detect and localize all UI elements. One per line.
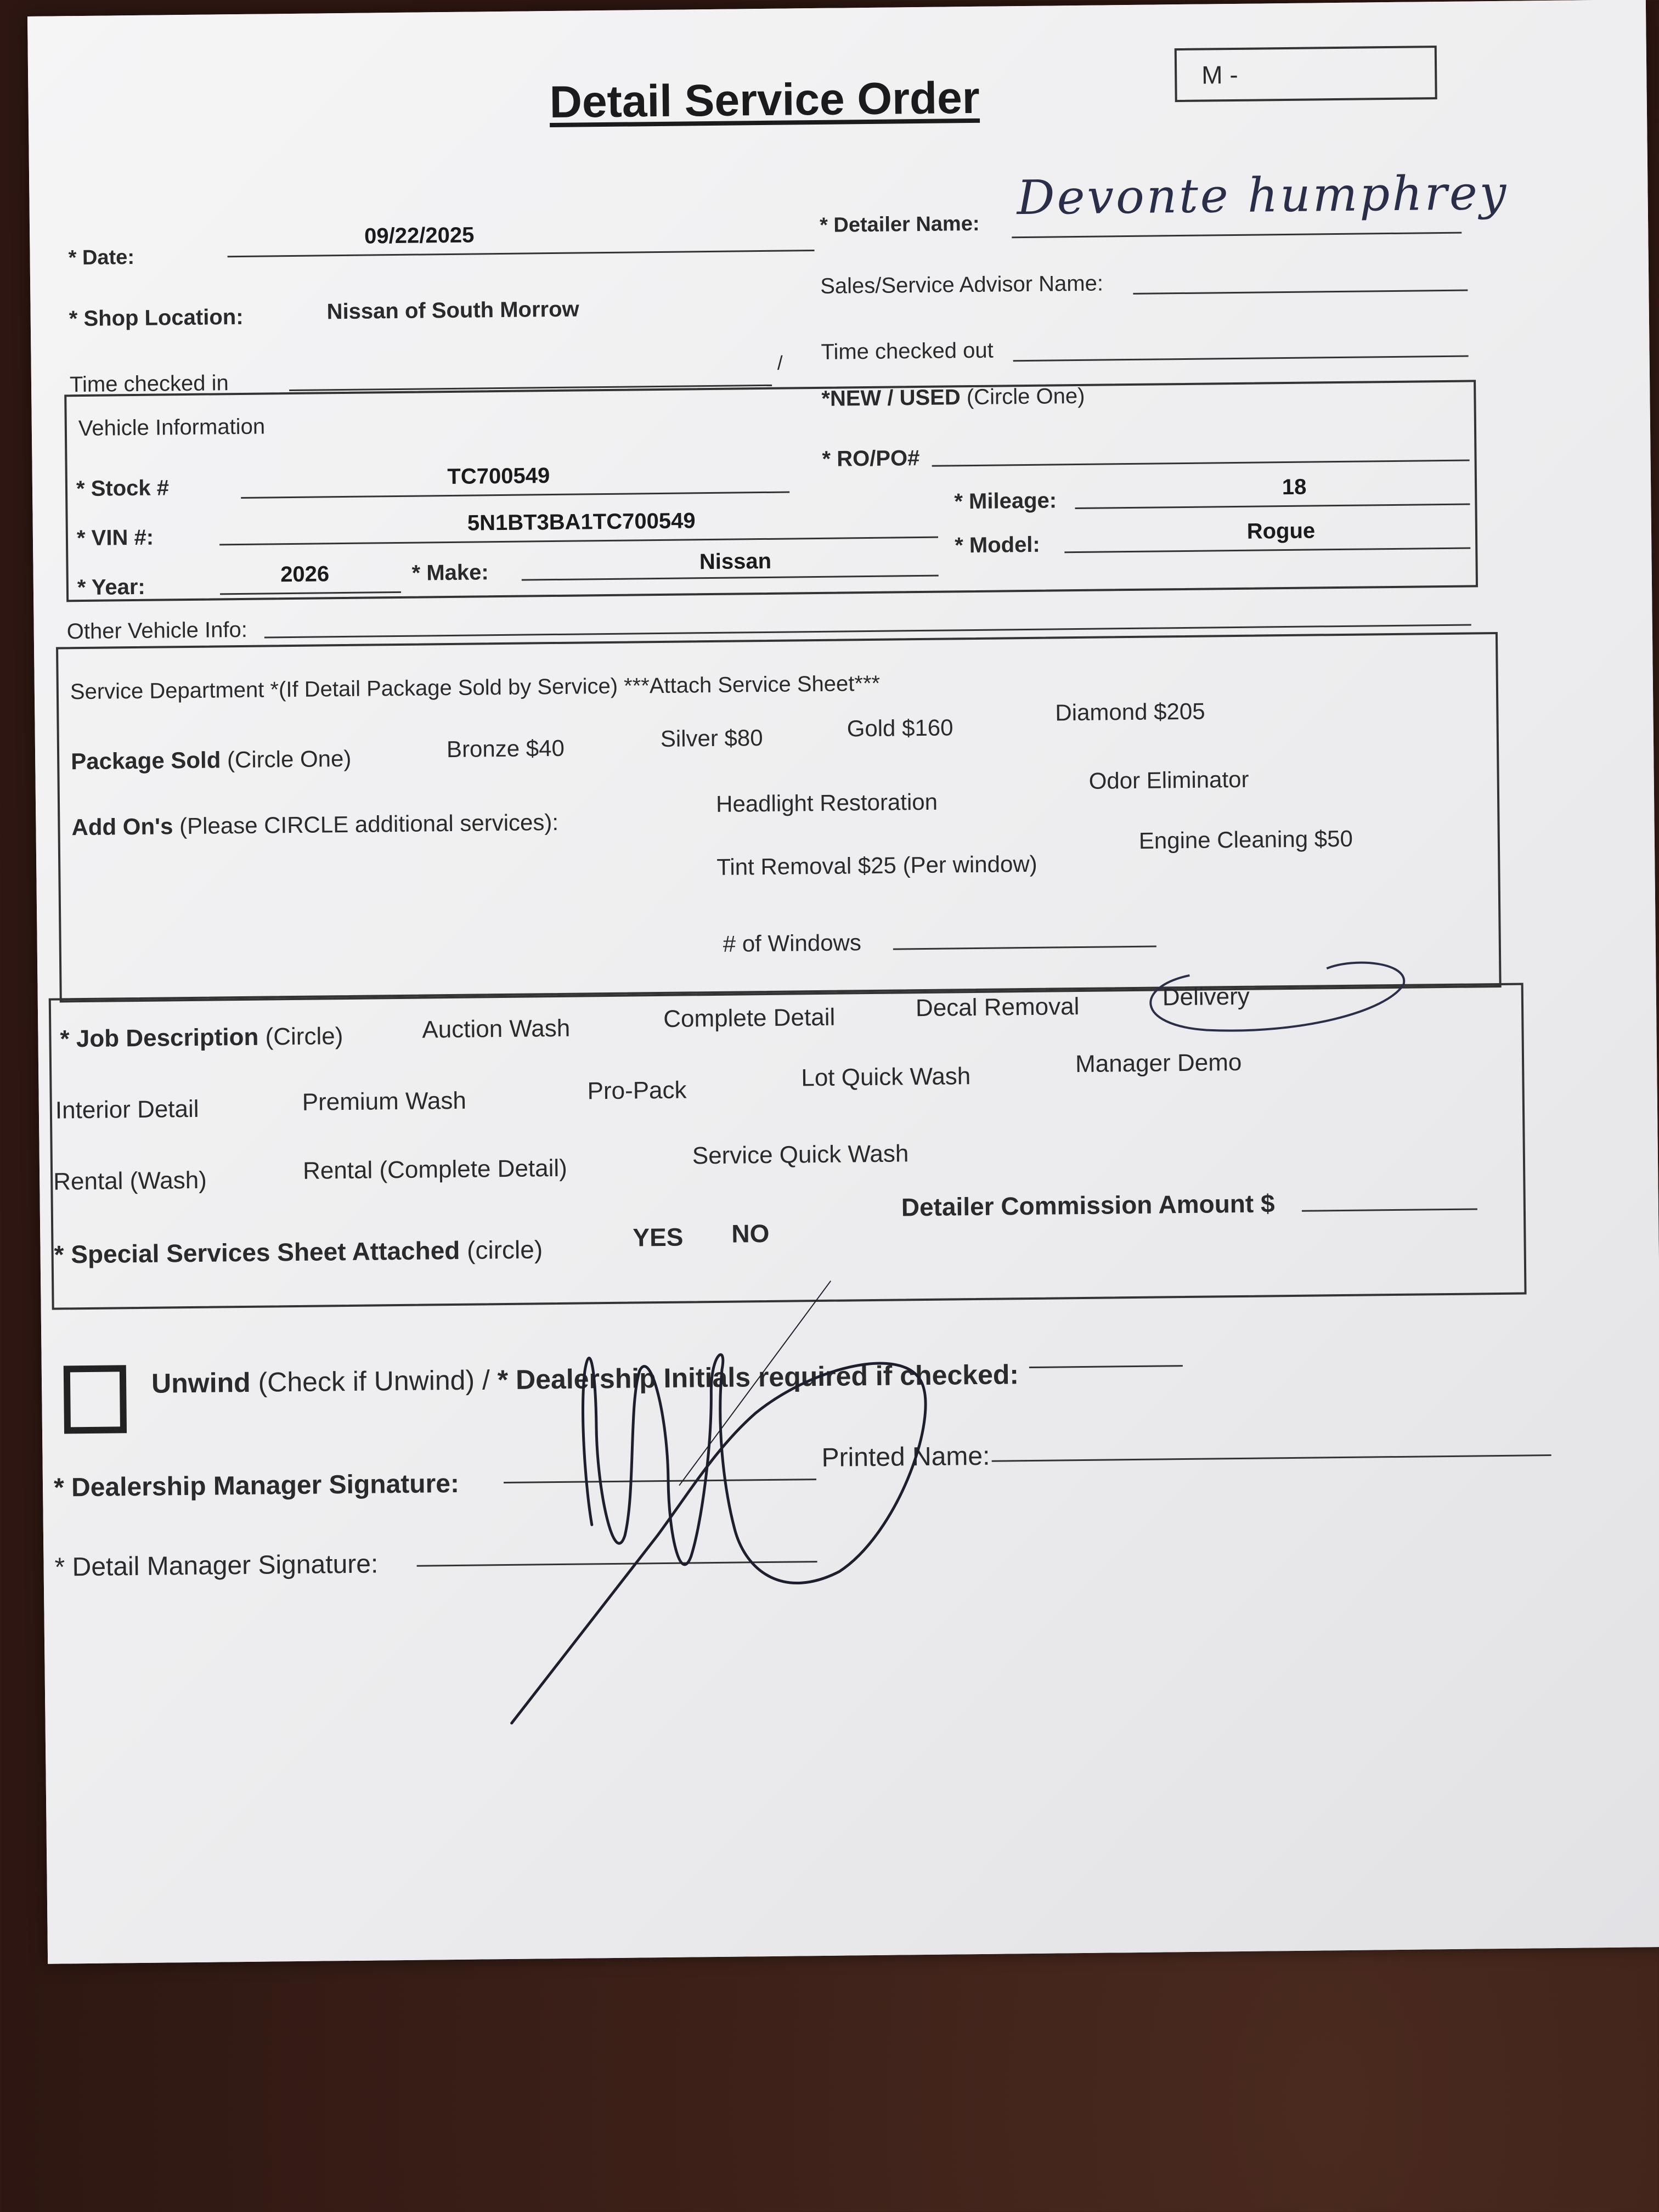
package-bronze[interactable]: Bronze $40 — [446, 735, 565, 763]
package-silver[interactable]: Silver $80 — [660, 725, 763, 752]
date-label: * Date: — [68, 245, 135, 270]
shop-value[interactable]: Nissan of South Morrow — [326, 297, 579, 324]
job-decal-removal[interactable]: Decal Removal — [915, 993, 1080, 1022]
other-info-label: Other Vehicle Info: — [66, 617, 248, 644]
initials-label: * Dealership Initials required if checked: — [497, 1359, 1019, 1396]
date-value[interactable]: 09/22/2025 — [364, 223, 475, 249]
form-title: Detail Service Order — [549, 72, 980, 128]
unwind-hint: (Check if Unwind) / — [258, 1364, 498, 1398]
new-used-hint: (Circle One) — [966, 383, 1085, 410]
mgr-signature-label: * Dealership Manager Signature: — [53, 1469, 460, 1503]
job-service-quick-wash[interactable]: Service Quick Wash — [692, 1140, 909, 1170]
commission-label: Detailer Commission Amount $ — [901, 1189, 1275, 1222]
advisor-label: Sales/Service Advisor Name: — [820, 271, 1104, 298]
signature-stroke — [677, 1281, 833, 1486]
special-no[interactable]: NO — [731, 1218, 770, 1248]
time-in-label: Time checked in — [69, 371, 229, 397]
addon-engine-cleaning[interactable]: Engine Cleaning $50 — [1138, 825, 1353, 854]
ro-label: * RO/PO# — [822, 446, 920, 471]
model-label: * Model: — [954, 532, 1040, 558]
year-label: * Year: — [77, 574, 145, 600]
vehicle-info-label: Vehicle Information — [78, 414, 266, 441]
pen-marks — [27, 0, 1659, 1964]
mileage-value[interactable]: 18 — [1282, 475, 1307, 500]
job-rental-wash[interactable]: Rental (Wash) — [53, 1166, 207, 1195]
mileage-label: * Mileage: — [954, 488, 1057, 514]
detail-signature-label: * Detail Manager Signature: — [54, 1549, 379, 1582]
job-pro-pack[interactable]: Pro-Pack — [587, 1076, 687, 1105]
detailer-label: * Detailer Name: — [819, 212, 980, 237]
service-header: Service Department *(If Detail Package Sold by Service) ***Attach Service Sheet*** — [70, 671, 881, 704]
vin-value[interactable]: 5N1BT3BA1TC700549 — [467, 509, 696, 535]
delivery-circle-mark — [1150, 962, 1405, 1031]
windows-label: # of Windows — [723, 929, 862, 957]
time-out-label: Time checked out — [821, 338, 994, 364]
service-order-form — [27, 0, 1659, 1964]
special-label: * Special Services Sheet Attached — [54, 1235, 460, 1269]
package-diamond[interactable]: Diamond $205 — [1055, 698, 1205, 726]
job-lot-quick-wash[interactable]: Lot Quick Wash — [801, 1063, 971, 1092]
job-complete-detail[interactable]: Complete Detail — [663, 1003, 836, 1032]
signature-scribble — [508, 1352, 929, 1723]
addon-tint-removal[interactable]: Tint Removal $25 (Per window) — [716, 850, 1037, 880]
stock-label: * Stock # — [76, 476, 170, 501]
job-label: * Job Description — [60, 1023, 259, 1053]
package-label: Package Sold — [70, 747, 221, 775]
job-manager-demo[interactable]: Manager Demo — [1075, 1048, 1242, 1078]
printed-name-label: Printed Name: — [821, 1441, 990, 1472]
year-value[interactable]: 2026 — [280, 562, 330, 587]
addons-label: Add On's — [71, 813, 173, 840]
new-used-label: *NEW / USED — [821, 385, 961, 411]
stock-value[interactable]: TC700549 — [447, 464, 550, 489]
package-gold[interactable]: Gold $160 — [847, 714, 953, 742]
job-premium-wash[interactable]: Premium Wash — [302, 1087, 467, 1116]
shop-label: * Shop Location: — [69, 304, 244, 331]
job-hint: (Circle) — [265, 1023, 343, 1051]
make-value[interactable]: Nissan — [699, 549, 772, 574]
time-slash: / — [777, 351, 783, 374]
package-hint: (Circle One) — [227, 745, 352, 773]
unwind-label: Unwind — [151, 1367, 251, 1399]
job-auction-wash[interactable]: Auction Wash — [422, 1014, 571, 1043]
addon-odor[interactable]: Odor Eliminator — [1088, 766, 1249, 794]
m-number-label: M - — [1201, 60, 1238, 89]
job-interior-detail[interactable]: Interior Detail — [55, 1095, 199, 1124]
vin-label: * VIN #: — [76, 525, 154, 551]
make-label: * Make: — [411, 560, 489, 585]
model-value[interactable]: Rogue — [1246, 518, 1316, 544]
detailer-handwritten-name[interactable]: Devonte humphrey — [1017, 165, 1509, 226]
addon-headlight[interactable]: Headlight Restoration — [715, 788, 938, 817]
addons-hint: (Please CIRCLE additional services): — [179, 809, 559, 839]
special-hint: (circle) — [466, 1235, 543, 1265]
job-delivery[interactable]: Delivery — [1162, 983, 1250, 1011]
special-yes[interactable]: YES — [633, 1222, 684, 1252]
job-rental-complete[interactable]: Rental (Complete Detail) — [302, 1154, 568, 1184]
